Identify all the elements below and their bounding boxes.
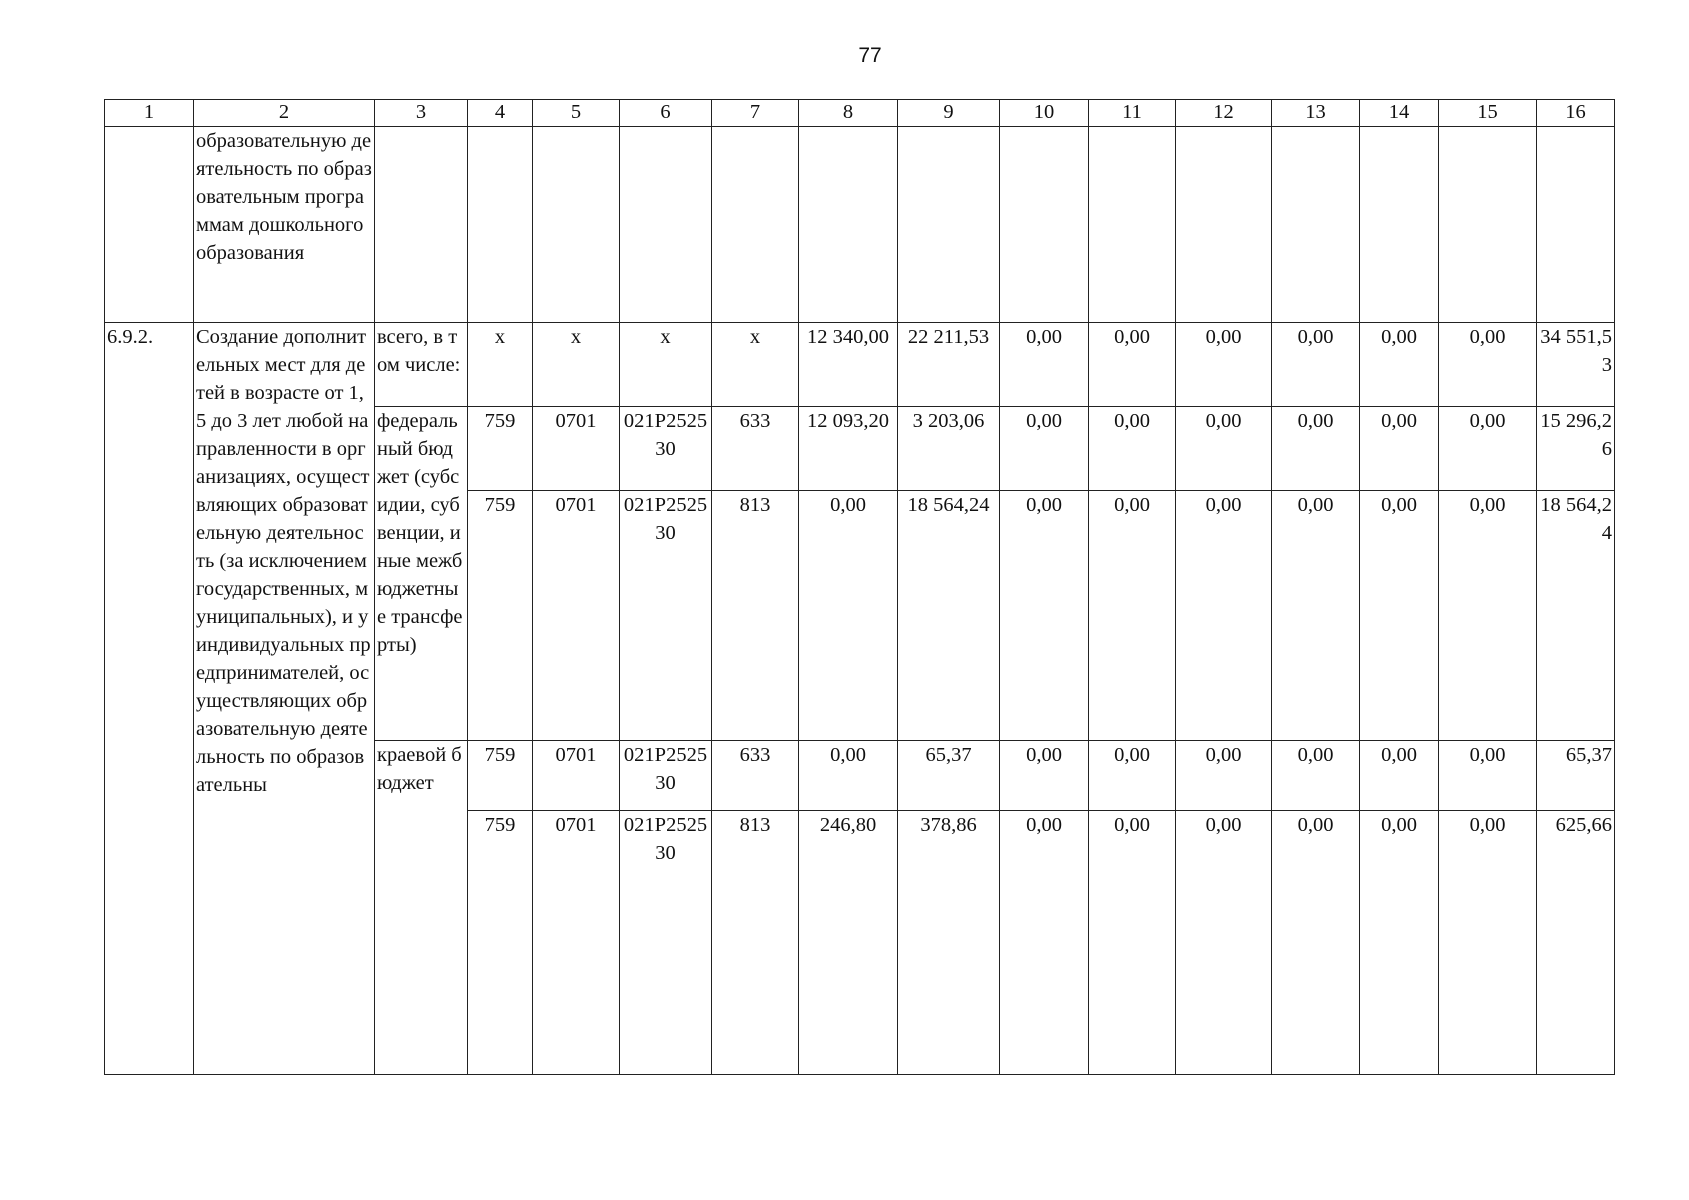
cell: 0,00 <box>1176 491 1272 741</box>
item-number: 6.9.2. <box>105 323 194 1075</box>
cell: 0,00 <box>1089 407 1176 491</box>
cell: 0,00 <box>1439 407 1537 491</box>
col-header: 13 <box>1272 100 1360 127</box>
cell: 0,00 <box>1439 323 1537 407</box>
cell <box>712 127 799 323</box>
col-header: 2 <box>194 100 375 127</box>
cell: 18 564,24 <box>1537 491 1615 741</box>
cell <box>1272 127 1360 323</box>
cell: 246,80 <box>799 811 898 1075</box>
cell: 15 296,26 <box>1537 407 1615 491</box>
budget-table <box>104 99 1615 1075</box>
col-header: 8 <box>799 100 898 127</box>
cell: 0,00 <box>1360 323 1439 407</box>
cell: 0,00 <box>1360 811 1439 1075</box>
col-header: 10 <box>1000 100 1089 127</box>
cell: 0,00 <box>1360 741 1439 811</box>
cell: 759 <box>468 811 533 1075</box>
cell: 021P252530 <box>620 407 712 491</box>
cell: 021P252530 <box>620 811 712 1075</box>
cell <box>1537 127 1615 323</box>
cell: 0,00 <box>1000 407 1089 491</box>
cell: 813 <box>712 811 799 1075</box>
cell: 0,00 <box>1089 741 1176 811</box>
cell <box>533 127 620 323</box>
source-federal: федеральный бюджет (субсидии, субвенции, иные межбюджетные трансферты) <box>375 407 468 741</box>
cell: 813 <box>712 491 799 741</box>
col-header: 7 <box>712 100 799 127</box>
cell: 0,00 <box>1360 491 1439 741</box>
item-title: Создание дополнительных мест для детей в возрасте от 1,5 до 3 лет любой направленности в организациях, осуществляющих образовательную деятельность (за исключением государственных, муниципальных), и у индивидуальных предпринимателей, осуществляющих образовательную деятельность по образовательны <box>194 323 375 1075</box>
cell: 0701 <box>533 491 620 741</box>
cell: 633 <box>712 407 799 491</box>
cell: 0701 <box>533 407 620 491</box>
cell: 0,00 <box>1089 323 1176 407</box>
cell: 0,00 <box>1439 491 1537 741</box>
cell <box>1089 127 1176 323</box>
cell: 18 564,24 <box>898 491 1000 741</box>
cell: 0701 <box>533 741 620 811</box>
cell: 0,00 <box>1272 491 1360 741</box>
cell: 0,00 <box>1360 407 1439 491</box>
cell <box>1000 127 1089 323</box>
cell: 0,00 <box>1272 323 1360 407</box>
cell <box>1360 127 1439 323</box>
col-header: 1 <box>105 100 194 127</box>
cell: x <box>620 323 712 407</box>
col-header: 15 <box>1439 100 1537 127</box>
cell: 0,00 <box>1089 491 1176 741</box>
col-header: 11 <box>1089 100 1176 127</box>
source-total: всего, в том числе: <box>375 323 468 407</box>
col-header: 5 <box>533 100 620 127</box>
cell: 0,00 <box>1176 407 1272 491</box>
cell <box>620 127 712 323</box>
cell: 0,00 <box>1439 811 1537 1075</box>
cell <box>1439 127 1537 323</box>
cell: 12 093,20 <box>799 407 898 491</box>
cell: 0,00 <box>1089 811 1176 1075</box>
col-header: 16 <box>1537 100 1615 127</box>
table-row <box>105 323 1615 407</box>
cell: 0,00 <box>799 491 898 741</box>
cell: 0,00 <box>1272 811 1360 1075</box>
cell <box>898 127 1000 323</box>
col-header: 4 <box>468 100 533 127</box>
cell: 021P252530 <box>620 741 712 811</box>
cell <box>105 127 194 323</box>
continuation-row <box>105 127 1615 323</box>
cell: 0,00 <box>1000 323 1089 407</box>
continuation-text: образовательную деятельность по образовательным программам дошкольного образования <box>194 127 375 323</box>
cell: 0,00 <box>1272 407 1360 491</box>
cell: 65,37 <box>898 741 1000 811</box>
cell <box>468 127 533 323</box>
cell: 759 <box>468 407 533 491</box>
cell: 0,00 <box>1176 811 1272 1075</box>
cell <box>799 127 898 323</box>
cell: 625,66 <box>1537 811 1615 1075</box>
page-number: 77 <box>858 44 882 67</box>
cell: x <box>533 323 620 407</box>
cell: 0,00 <box>1000 741 1089 811</box>
cell: 021P252530 <box>620 491 712 741</box>
cell: 759 <box>468 741 533 811</box>
cell: 0,00 <box>1000 811 1089 1075</box>
cell: 0,00 <box>1000 491 1089 741</box>
cell: 0,00 <box>1439 741 1537 811</box>
col-header: 3 <box>375 100 468 127</box>
cell: x <box>468 323 533 407</box>
cell: 0701 <box>533 811 620 1075</box>
cell: 0,00 <box>1272 741 1360 811</box>
cell <box>375 127 468 323</box>
col-header: 6 <box>620 100 712 127</box>
cell <box>1176 127 1272 323</box>
source-regional: краевой бюджет <box>375 741 468 1075</box>
cell: 65,37 <box>1537 741 1615 811</box>
header-row <box>105 100 1615 127</box>
col-header: 12 <box>1176 100 1272 127</box>
cell: 3 203,06 <box>898 407 1000 491</box>
col-header: 9 <box>898 100 1000 127</box>
cell: 759 <box>468 491 533 741</box>
cell: 34 551,53 <box>1537 323 1615 407</box>
cell: 378,86 <box>898 811 1000 1075</box>
cell: 633 <box>712 741 799 811</box>
cell: 12 340,00 <box>799 323 898 407</box>
col-header: 14 <box>1360 100 1439 127</box>
cell: x <box>712 323 799 407</box>
cell: 0,00 <box>1176 741 1272 811</box>
cell: 0,00 <box>1176 323 1272 407</box>
cell: 0,00 <box>799 741 898 811</box>
cell: 22 211,53 <box>898 323 1000 407</box>
